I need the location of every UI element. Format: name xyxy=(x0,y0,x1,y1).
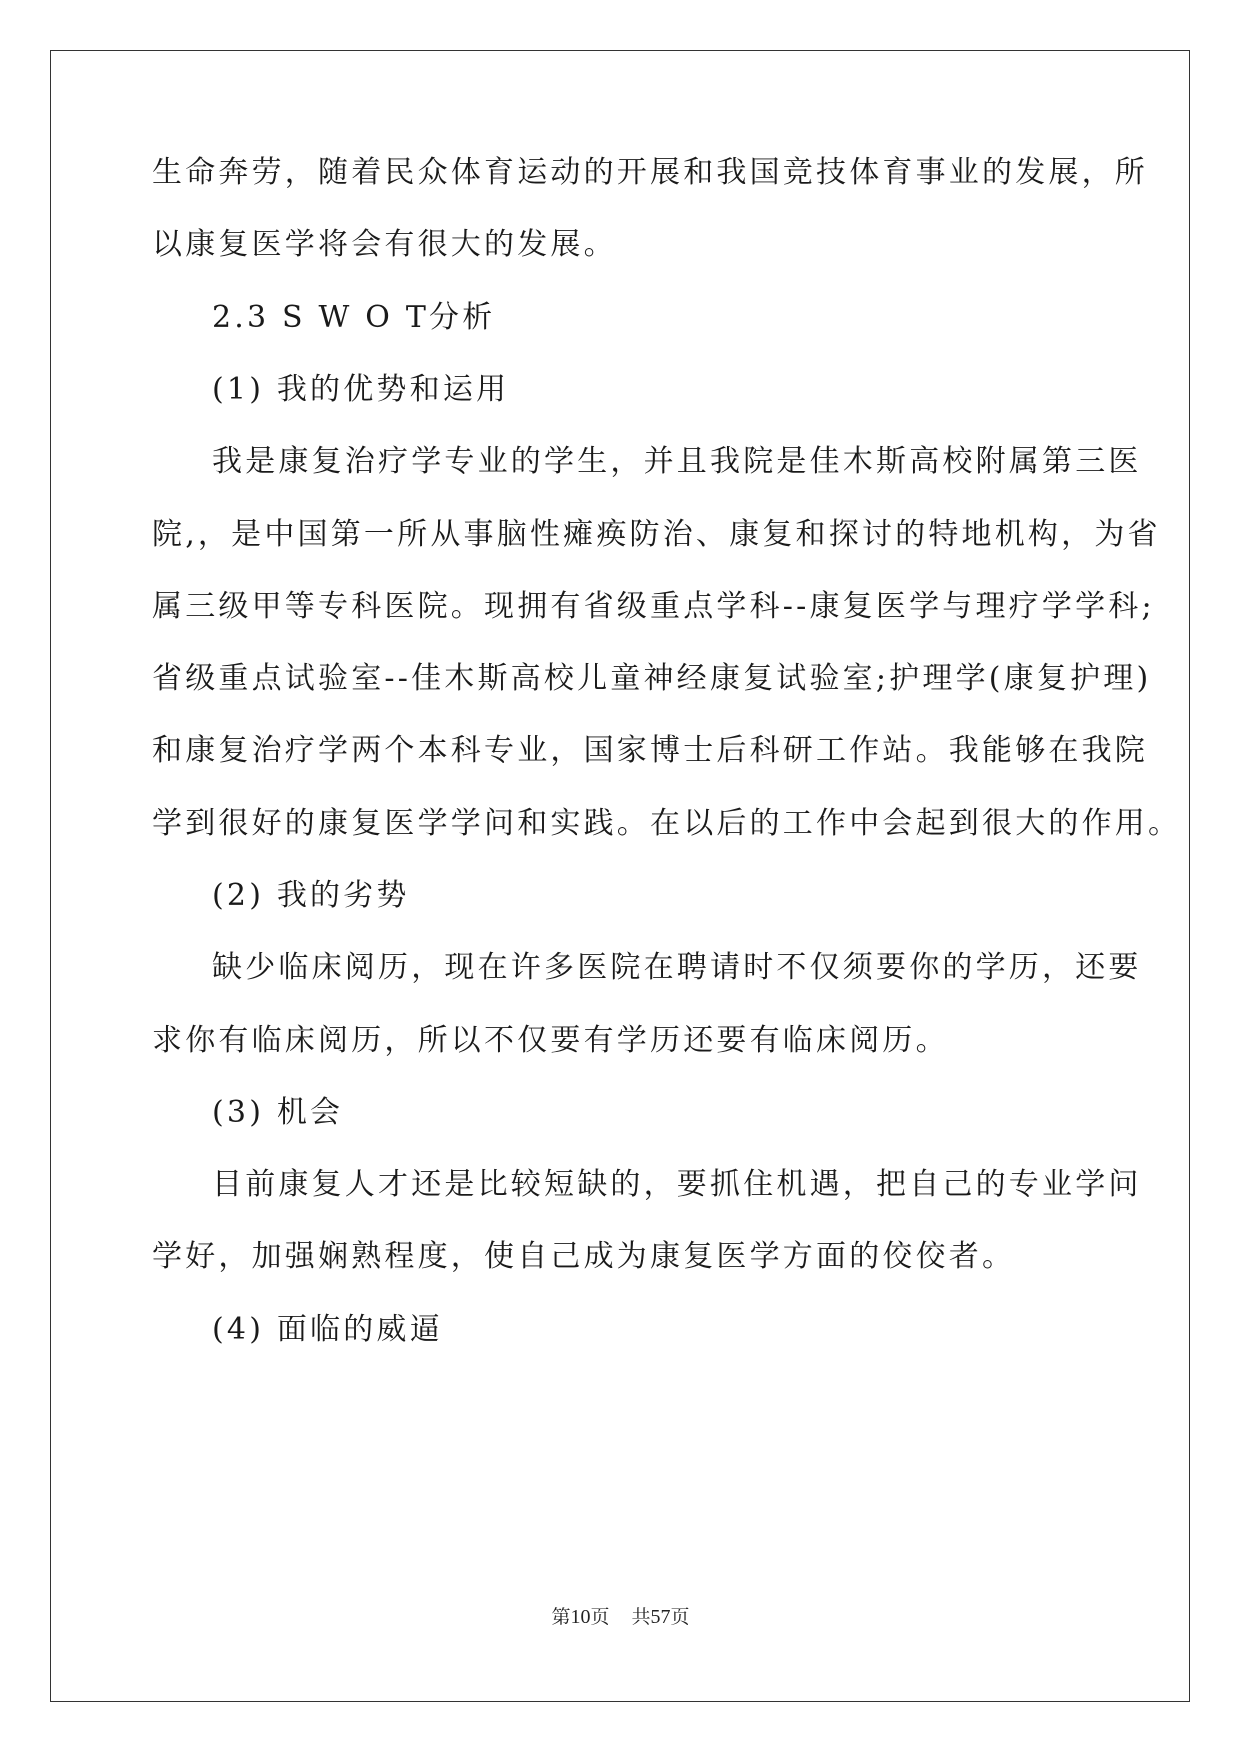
body-line-16: 学好，加强娴熟程度，使自己成为康复医学方面的佼佼者。 xyxy=(152,1239,1016,1274)
body-line-7: 属三级甲等专科医院。现拥有省级重点学科--康复医学与理疗学学科; xyxy=(152,589,1155,624)
footer-page-suffix: 页 xyxy=(590,1606,610,1628)
footer-total-prefix: 共 xyxy=(631,1606,651,1628)
body-line-13: 求你有临床阅历，所以不仅要有学历还要有临床阅历。 xyxy=(152,1023,949,1058)
body-line-15: 目前康复人才还是比较短缺的，要抓住机遇，把自己的专业学问 xyxy=(212,1167,1142,1202)
body-line-5: 我是康复治疗学专业的学生，并且我院是佳木斯高校附属第三医 xyxy=(212,444,1142,479)
footer-total-suffix: 页 xyxy=(670,1606,690,1628)
section-heading-swot: 2.3 S W O T分析 xyxy=(212,300,496,335)
body-line-1: 生命奔劳，随着民众体育运动的开展和我国竞技体育事业的发展，所 xyxy=(152,155,1148,190)
body-line-12: 缺少临床阅历，现在许多医院在聘请时不仅须要你的学历，还要 xyxy=(212,950,1142,985)
body-line-2: 以康复医学将会有很大的发展。 xyxy=(152,227,617,262)
subheading-threats: (4) 面临的威逼 xyxy=(212,1312,443,1347)
body-line-9: 和康复治疗学两个本科专业，国家博士后科研工作站。我能够在我院 xyxy=(152,733,1148,768)
footer-page-current: 10 xyxy=(570,1606,591,1628)
page-footer xyxy=(0,1605,1241,1629)
subheading-weaknesses: (2) 我的劣势 xyxy=(212,878,410,913)
subheading-strengths: (1) 我的优势和运用 xyxy=(212,372,510,407)
footer-page-prefix: 第 xyxy=(551,1606,571,1628)
subheading-opportunities: (3) 机会 xyxy=(212,1095,344,1130)
body-line-10: 学到很好的康复医学学问和实践。在以后的工作中会起到很大的作用。 xyxy=(152,806,1182,841)
body-line-6: 院,，是中国第一所从事脑性瘫痪防治、康复和探讨的特地机构，为省 xyxy=(152,517,1161,552)
body-line-8: 省级重点试验室--佳木斯高校儿童神经康复试验室;护理学(康复护理) xyxy=(152,661,1152,696)
footer-page-total: 57 xyxy=(650,1606,671,1628)
